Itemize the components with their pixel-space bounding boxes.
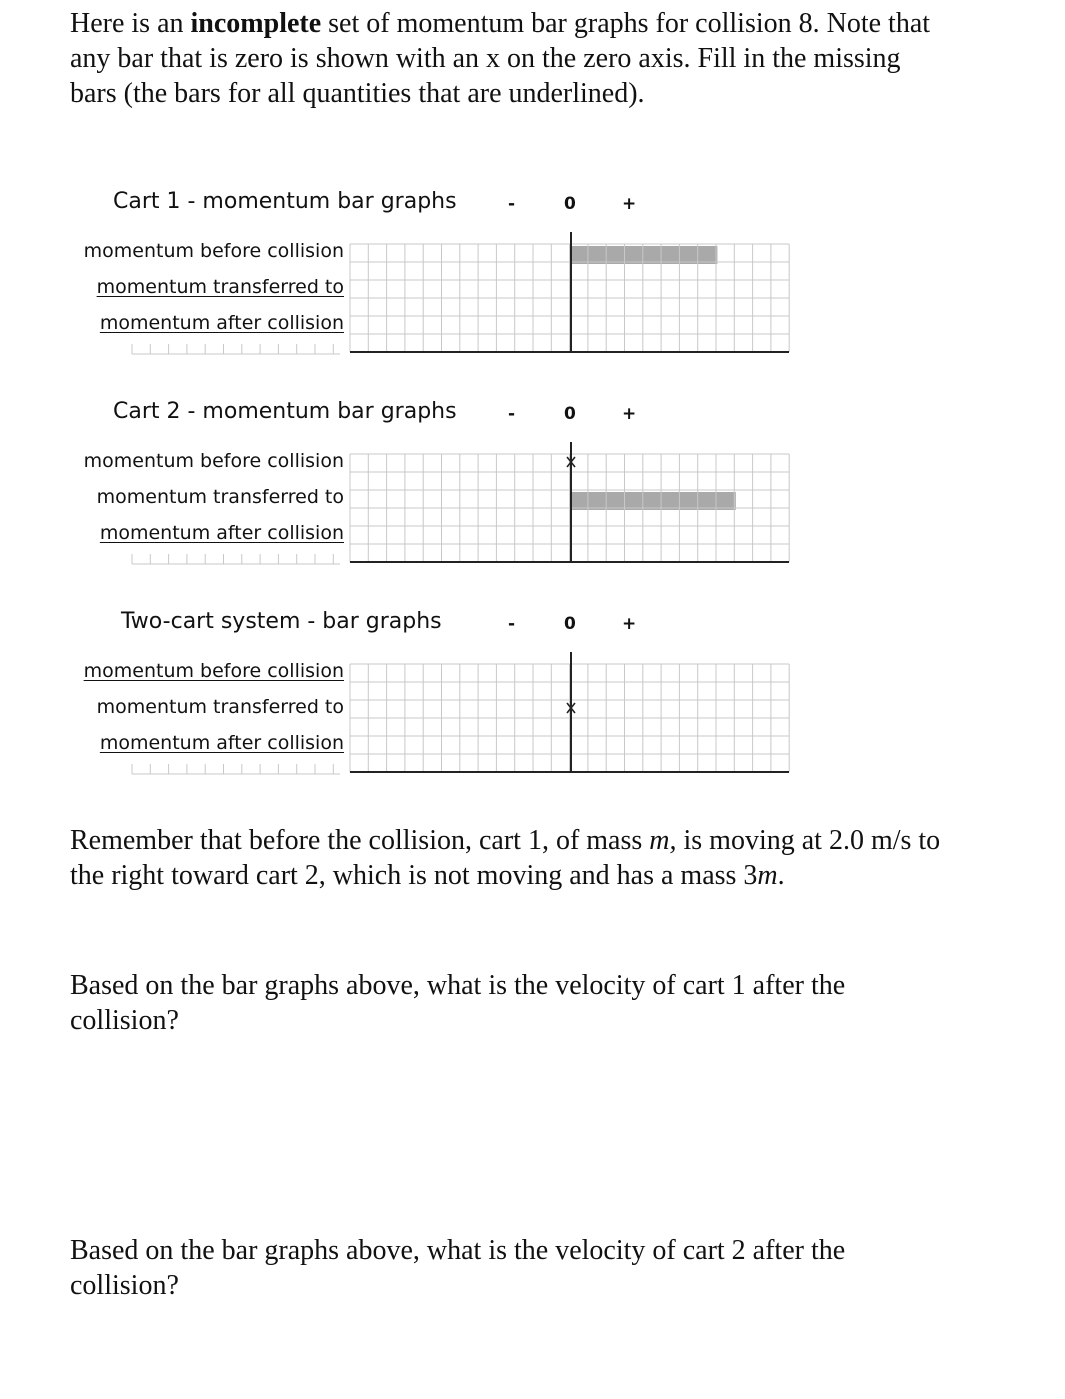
row-label: momentum transferred to bbox=[96, 696, 344, 718]
intro-paragraph bbox=[70, 6, 950, 111]
intro-bold: incomplete bbox=[190, 8, 322, 39]
remember-pre: Remember that before the collision, cart 1, of mass bbox=[70, 825, 650, 856]
remember-post: . bbox=[777, 860, 785, 891]
row-label: momentum before collision bbox=[83, 240, 344, 262]
axis-plus-label: + bbox=[622, 404, 637, 424]
axis-minus-label: - bbox=[508, 404, 516, 424]
row-label: momentum transferred to bbox=[96, 486, 344, 508]
momentum-bar bbox=[571, 492, 736, 510]
intro-post: set of momentum bar graphs for collision 8. Note that any bar that is zero is shown with an x on the zero axis. Fill in the missing bars (the bars for all quantities that are underlined). bbox=[70, 8, 931, 109]
cart1-graph-block bbox=[0, 188, 820, 378]
momentum-bar bbox=[571, 246, 717, 264]
axis-zero-label: 0 bbox=[564, 194, 576, 214]
graph-title: Two-cart system - bar graphs bbox=[121, 609, 442, 634]
remember-paragraph bbox=[70, 823, 950, 893]
axis-zero-label: 0 bbox=[564, 404, 576, 424]
row-label-text: momentum after collision bbox=[99, 312, 344, 334]
mass-symbol: m bbox=[757, 860, 778, 891]
bar-graph-grid bbox=[0, 398, 820, 588]
intro-pre: Here is an bbox=[70, 8, 191, 39]
question-cart1: Based on the bar graphs above, what is the velocity of cart 1 after the collision? bbox=[70, 970, 846, 1036]
graph-title: Cart 2 - momentum bar graphs bbox=[113, 399, 457, 424]
axis-zero-label: 0 bbox=[564, 614, 576, 634]
cart2-graph-block bbox=[0, 398, 820, 588]
row-label-text: momentum after collision bbox=[99, 732, 344, 754]
row-label-text: momentum transferred to bbox=[96, 276, 344, 298]
axis-plus-label: + bbox=[622, 614, 637, 634]
axis-plus-label: + bbox=[622, 194, 637, 214]
remember-mid: is moving at 2.0 m/s to the right toward cart 2, which is not moving and has a mass 3 bbox=[70, 825, 941, 891]
row-label: momentum before collision bbox=[83, 450, 344, 472]
question-cart2: Based on the bar graphs above, what is the velocity of cart 2 after the collision? bbox=[70, 1235, 846, 1301]
graph-title: Cart 1 - momentum bar graphs bbox=[113, 189, 457, 214]
system-graph-block bbox=[0, 608, 820, 798]
mass-symbol: m, bbox=[649, 825, 677, 856]
bar-graph-grid bbox=[0, 188, 820, 378]
row-label-text: momentum after collision bbox=[99, 522, 344, 544]
bar-graph-grid bbox=[0, 608, 820, 798]
axis-minus-label: - bbox=[508, 614, 516, 634]
axis-minus-label: - bbox=[508, 194, 516, 214]
row-label-text: momentum before collision bbox=[83, 660, 344, 682]
